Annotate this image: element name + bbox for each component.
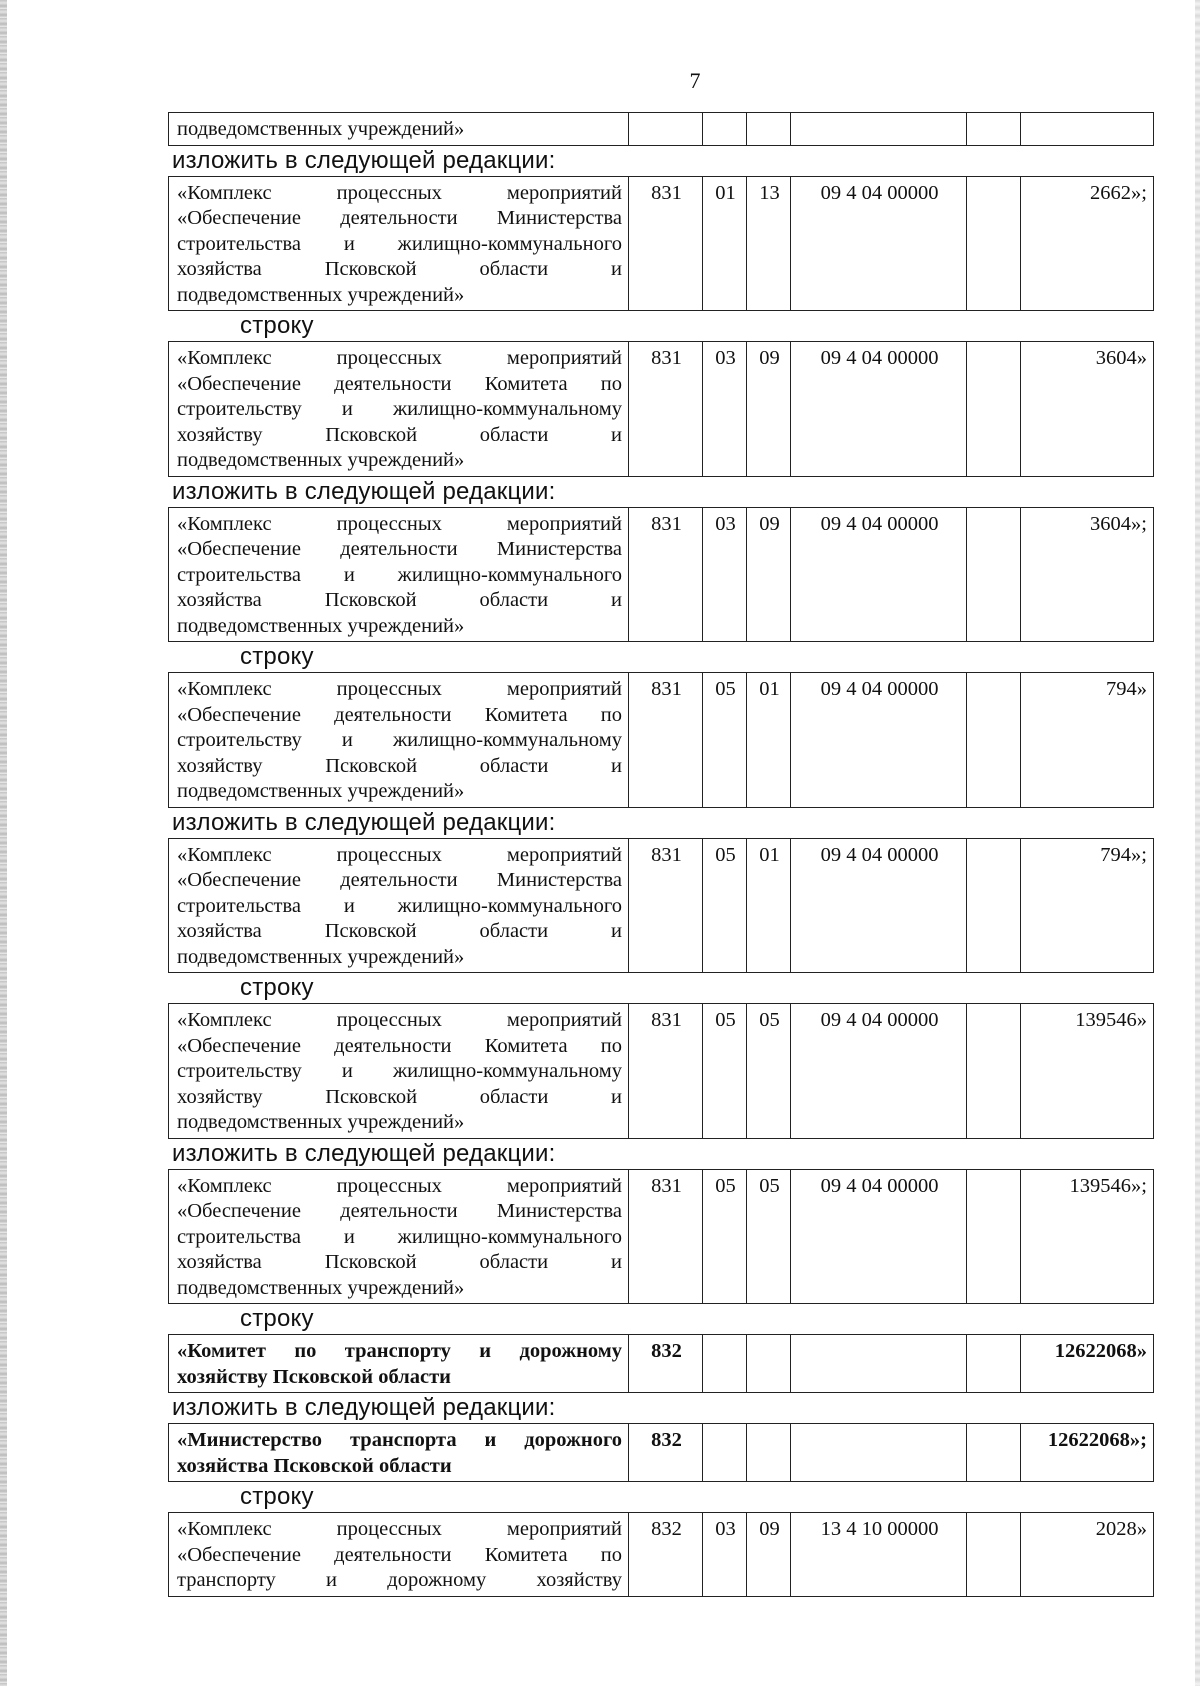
name-line: «Комплекс процессных мероприятий: [177, 678, 622, 700]
row-name-cell: [169, 342, 629, 477]
name-line: «Комплекс процессных мероприятий: [177, 1518, 622, 1540]
rz-cell: 05: [703, 1004, 747, 1139]
amount-cell: 139546»;: [1021, 1169, 1154, 1304]
name-line: строительства и жилищно-коммунального: [177, 232, 622, 255]
name-line: «Обеспечение деятельности Комитета по: [177, 1034, 622, 1057]
row-name-cell: [169, 507, 629, 642]
csr-cell: 09 4 04 00000: [791, 176, 967, 311]
amount-cell: 12622068»;: [1021, 1424, 1154, 1482]
vr-cell: [967, 1335, 1021, 1393]
vr-cell: [967, 673, 1021, 808]
csr-cell: 09 4 04 00000: [791, 673, 967, 808]
rz-cell: [703, 1424, 747, 1482]
amount-cell: 3604»;: [1021, 507, 1154, 642]
budget-row-table: [168, 1003, 1154, 1139]
table-row: [169, 673, 1154, 808]
name-line: «Комплекс процессных мероприятий: [177, 1174, 622, 1197]
pr-cell: 05: [747, 1004, 791, 1139]
csr-cell: 09 4 04 00000: [791, 1004, 967, 1139]
name-line: хозяйства Псковской области и: [177, 589, 622, 611]
name-line: «Обеспечение деятельности Комитета по: [177, 372, 622, 395]
name-line: строительства и жилищно-коммунального: [177, 563, 622, 586]
amount-cell: 3604»: [1021, 342, 1154, 477]
vr-cell: [967, 1513, 1021, 1597]
row-name-cell: [169, 838, 629, 973]
document-body: [168, 112, 1153, 1597]
pr-cell: 09: [747, 1513, 791, 1597]
csr-cell: [791, 113, 967, 146]
row-heading: строку: [240, 312, 314, 339]
row-name-cell: [169, 1004, 629, 1139]
name-line: «Министерство транспорта и дорожного: [177, 1429, 622, 1451]
name-line: хозяйства Псковской области и: [177, 1251, 622, 1273]
table-row: [169, 1169, 1154, 1304]
page-number: 7: [689, 68, 701, 93]
name-line: хозяйства Псковской области и: [177, 258, 622, 280]
pr-cell: [747, 113, 791, 146]
rz-cell: [703, 113, 747, 146]
table-row: [169, 838, 1154, 973]
name-line: хозяйства Псковской области и: [177, 920, 622, 942]
name-line: строительства и жилищно-коммунального: [177, 894, 622, 917]
row-heading: строку: [240, 1305, 314, 1332]
name-line: подведомственных учреждений»: [177, 614, 465, 637]
gr-cell: 831: [629, 342, 703, 477]
name-line: «Комплекс процессных мероприятий: [177, 347, 622, 369]
rz-cell: 03: [703, 507, 747, 642]
restate-heading: изложить в следующей редакции:: [172, 146, 556, 174]
row-name-cell: [169, 113, 629, 146]
name-line: «Комплекс процессных мероприятий: [177, 181, 622, 204]
vr-cell: [967, 507, 1021, 642]
table-row: [169, 342, 1154, 477]
table-row: [169, 507, 1154, 642]
name-line: хозяйству Псковской области и: [177, 423, 622, 446]
gr-cell: 831: [629, 838, 703, 973]
gr-cell: 832: [629, 1424, 703, 1482]
row-name-cell: [169, 1169, 629, 1304]
name-line: транспорту и дорожному хозяйству: [177, 1569, 622, 1591]
name-line: подведомственных учреждений»: [177, 118, 465, 140]
row-name-cell: [169, 176, 629, 311]
table-row: [169, 1513, 1154, 1597]
gr-cell: 831: [629, 1169, 703, 1304]
gr-cell: 832: [629, 1335, 703, 1393]
name-line: «Комплекс процессных мероприятий: [177, 512, 622, 535]
csr-cell: 09 4 04 00000: [791, 507, 967, 642]
amount-cell: 2662»;: [1021, 176, 1154, 311]
budget-row-table: [168, 838, 1154, 974]
csr-cell: 09 4 04 00000: [791, 342, 967, 477]
pr-cell: [747, 1424, 791, 1482]
gr-cell: 832: [629, 1513, 703, 1597]
scan-edge-left: [0, 0, 7, 1686]
pr-cell: 09: [747, 342, 791, 477]
name-line: строительства и жилищно-коммунального: [177, 1225, 622, 1248]
rz-cell: 01: [703, 176, 747, 311]
row-heading: строку: [240, 1483, 314, 1510]
name-line: хозяйства Псковской области: [177, 1454, 452, 1477]
name-line: подведомственных учреждений»: [177, 449, 465, 471]
vr-cell: [967, 838, 1021, 973]
pr-cell: 13: [747, 176, 791, 311]
gr-cell: 831: [629, 176, 703, 311]
name-line: подведомственных учреждений»: [177, 780, 465, 802]
budget-row-table: [168, 1423, 1154, 1482]
vr-cell: [967, 1424, 1021, 1482]
scan-edge-right: [1195, 0, 1200, 1686]
restate-heading: изложить в следующей редакции:: [172, 477, 556, 505]
amount-cell: 794»;: [1021, 838, 1154, 973]
row-heading: строку: [240, 643, 314, 670]
amount-cell: 794»: [1021, 673, 1154, 808]
pr-cell: 01: [747, 838, 791, 973]
vr-cell: [967, 1169, 1021, 1304]
name-line: подведомственных учреждений»: [177, 945, 465, 968]
name-line: подведомственных учреждений»: [177, 1111, 465, 1133]
amount-cell: 12622068»: [1021, 1335, 1154, 1393]
restate-heading: изложить в следующей редакции:: [172, 1394, 556, 1421]
table-row: [169, 176, 1154, 311]
rz-cell: 05: [703, 1169, 747, 1304]
name-line: «Комплекс процессных мероприятий: [177, 843, 622, 866]
name-line: «Комитет по транспорту и дорожному: [177, 1340, 622, 1362]
name-line: хозяйству Псковской области и: [177, 1085, 622, 1108]
name-line: строительству и жилищно-коммунальному: [177, 1060, 622, 1082]
amount-cell: [1021, 113, 1154, 146]
gr-cell: 831: [629, 1004, 703, 1139]
vr-cell: [967, 342, 1021, 477]
name-line: «Обеспечение деятельности Министерства: [177, 869, 622, 891]
budget-row-table: [168, 1169, 1154, 1305]
row-heading: строку: [240, 974, 314, 1001]
budget-row-table: [168, 112, 1154, 146]
csr-cell: 09 4 04 00000: [791, 838, 967, 973]
amount-cell: 139546»: [1021, 1004, 1154, 1139]
csr-cell: [791, 1335, 967, 1393]
rz-cell: 03: [703, 1513, 747, 1597]
budget-row-table: [168, 1512, 1154, 1597]
name-line: «Обеспечение деятельности Комитета по: [177, 703, 622, 726]
vr-cell: [967, 1004, 1021, 1139]
pr-cell: 09: [747, 507, 791, 642]
gr-cell: 831: [629, 507, 703, 642]
rz-cell: 03: [703, 342, 747, 477]
budget-row-table: [168, 176, 1154, 312]
name-line: хозяйству Псковской области: [177, 1365, 451, 1388]
budget-row-table: [168, 672, 1154, 808]
table-row: [169, 1004, 1154, 1139]
budget-row-table: [168, 1334, 1154, 1393]
row-name-cell: [169, 1424, 629, 1482]
table-row: [169, 1424, 1154, 1482]
amount-cell: 2028»: [1021, 1513, 1154, 1597]
table-row: [169, 113, 1154, 146]
csr-cell: 09 4 04 00000: [791, 1169, 967, 1304]
name-line: подведомственных учреждений»: [177, 283, 465, 306]
name-line: подведомственных учреждений»: [177, 1276, 465, 1299]
rz-cell: [703, 1335, 747, 1393]
row-name-cell: [169, 673, 629, 808]
gr-cell: 831: [629, 673, 703, 808]
rz-cell: 05: [703, 673, 747, 808]
budget-row-table: [168, 507, 1154, 643]
name-line: «Обеспечение деятельности Министерства: [177, 1200, 622, 1222]
pr-cell: 01: [747, 673, 791, 808]
name-line: строительству и жилищно-коммунальному: [177, 729, 622, 751]
pr-cell: 05: [747, 1169, 791, 1304]
pr-cell: [747, 1335, 791, 1393]
name-line: «Комплекс процессных мероприятий: [177, 1009, 622, 1031]
name-line: строительству и жилищно-коммунальному: [177, 398, 622, 420]
csr-cell: 13 4 10 00000: [791, 1513, 967, 1597]
gr-cell: [629, 113, 703, 146]
budget-row-table: [168, 341, 1154, 477]
name-line: «Обеспечение деятельности Комитета по: [177, 1543, 622, 1566]
table-row: [169, 1335, 1154, 1393]
csr-cell: [791, 1424, 967, 1482]
name-line: хозяйству Псковской области и: [177, 754, 622, 777]
name-line: «Обеспечение деятельности Министерства: [177, 538, 622, 560]
rz-cell: 05: [703, 838, 747, 973]
row-name-cell: [169, 1513, 629, 1597]
vr-cell: [967, 176, 1021, 311]
restate-heading: изложить в следующей редакции:: [172, 808, 556, 836]
restate-heading: изложить в следующей редакции:: [172, 1139, 556, 1167]
row-name-cell: [169, 1335, 629, 1393]
vr-cell: [967, 113, 1021, 146]
name-line: «Обеспечение деятельности Министерства: [177, 207, 622, 229]
